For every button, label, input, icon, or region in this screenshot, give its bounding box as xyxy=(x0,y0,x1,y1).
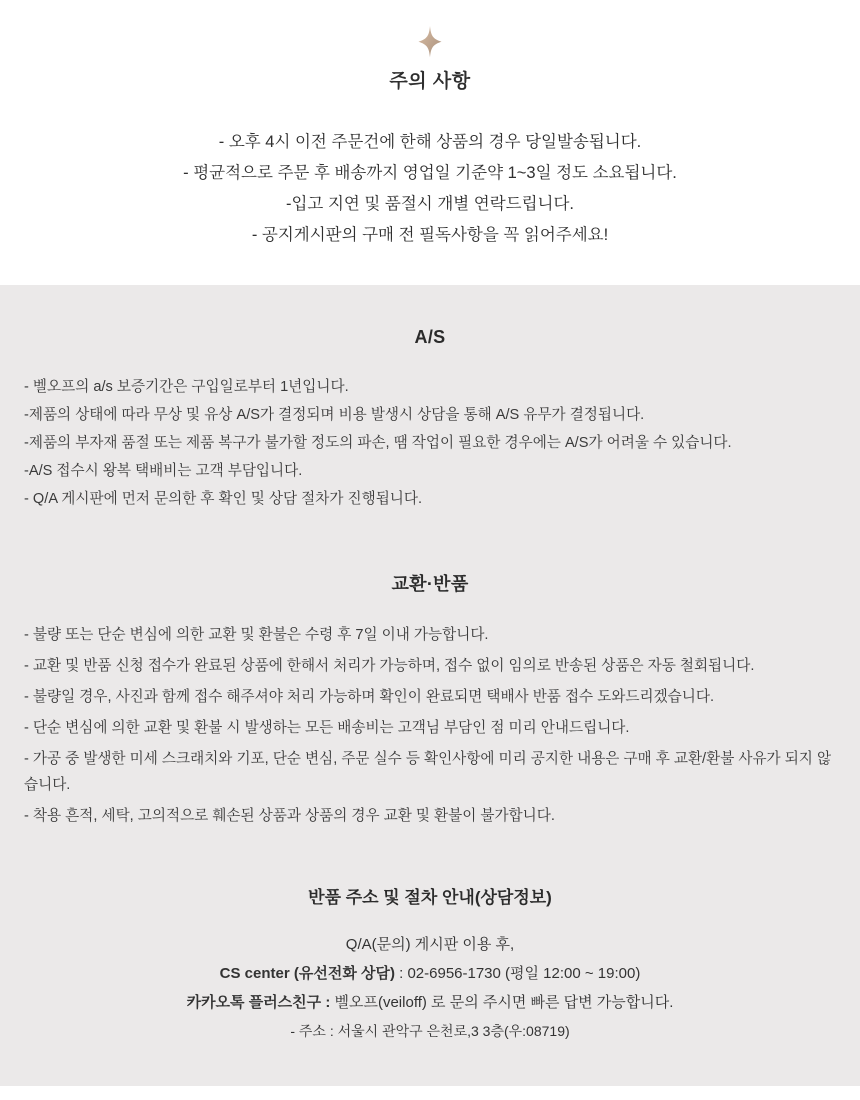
return-info-title: 반품 주소 및 절차 안내(상담정보) xyxy=(308,888,552,907)
return-info-line-address: - 주소 : 서울시 관악구 은천로,3 3층(우:08719) xyxy=(290,1023,570,1039)
as-lines xyxy=(22,374,838,512)
return-info-line-cs xyxy=(22,959,838,988)
exchange-lines xyxy=(22,622,838,829)
notice-line: - 평균적으로 주문 후 배송까지 영업일 기준약 1~3일 정도 소요됩니다. xyxy=(183,164,677,182)
as-line: -제품의 상태에 따라 무상 및 유상 A/S가 결정되며 비용 발생시 상담을 통해 A/S 유무가 결정됩니다. xyxy=(24,407,645,423)
cs-center-value: : 02-6956-1730 (평일 12:00 ~ 19:00) xyxy=(394,965,641,982)
spacer xyxy=(22,514,838,570)
notice-title: 주의 사항 xyxy=(389,71,471,92)
as-line: -제품의 부자재 품절 또는 제품 복구가 불가할 정도의 파손, 땜 작업이 필요한 경우에는 A/S가 어려울 수 있습니다. xyxy=(24,435,732,451)
return-info-line-qa: Q/A(문의) 게시판 이용 후, xyxy=(345,936,515,953)
exchange-line: - 착용 흔적, 세탁, 고의적으로 훼손된 상품과 상품의 경우 교환 및 환불이 불가합니다. xyxy=(24,808,555,824)
exchange-line: - 가공 중 발생한 미세 스크래치와 기포, 단순 변심, 주문 실수 등 확인사항에 미리 공지한 내용은 구매 후 교환/환불 사유가 되지 않습니다. xyxy=(24,751,832,793)
exchange-line: - 교환 및 반품 신청 접수가 완료된 상품에 한해서 처리가 가능하며, 접수 없이 임의로 반송된 상품은 자동 철회됩니다. xyxy=(24,658,755,674)
sparkle-icon xyxy=(410,22,450,62)
as-title: A/S xyxy=(414,327,446,347)
cs-center-label: CS center (유선전화 상담) xyxy=(219,965,395,982)
notice-section xyxy=(0,0,860,285)
kakao-value: 벨오프(veiloff) 로 문의 주시면 빠른 답변 가능합니다. xyxy=(334,994,674,1011)
exchange-line: - 단순 변심에 의한 교환 및 환불 시 발생하는 모든 배송비는 고객님 부담인 점 미리 안내드립니다. xyxy=(24,720,630,736)
return-info-block xyxy=(22,883,838,1046)
return-info-lines xyxy=(22,930,838,1046)
exchange-line: - 불량 또는 단순 변심에 의한 교환 및 환불은 수령 후 7일 이내 가능합니다. xyxy=(24,627,489,643)
policy-section xyxy=(0,285,860,1086)
kakao-label: 카카오톡 플러스친구 : xyxy=(186,994,335,1011)
exchange-line: - 불량일 경우, 사진과 함께 접수 해주셔야 처리 가능하며 확인이 완료되면 택배사 반품 접수 도와드리겠습니다. xyxy=(24,689,715,705)
return-info-line-kakao xyxy=(22,988,838,1017)
as-line: - Q/A 게시판에 먼저 문의한 후 확인 및 상담 절차가 진행됩니다. xyxy=(24,491,423,507)
exchange-title: 교환·반품 xyxy=(391,574,469,594)
notice-lines xyxy=(0,127,860,251)
notice-line: - 공지게시판의 구매 전 필독사항을 꼭 읽어주세요! xyxy=(251,226,609,244)
as-line: -A/S 접수시 왕복 택배비는 고객 부담입니다. xyxy=(24,463,303,479)
as-line: - 벨오프의 a/s 보증기간은 구입일로부터 1년입니다. xyxy=(24,379,349,395)
notice-line: -입고 지연 및 품절시 개별 연락드립니다. xyxy=(285,195,575,213)
notice-line: - 오후 4시 이전 주문건에 한해 상품의 경우 당일발송됩니다. xyxy=(218,133,642,151)
